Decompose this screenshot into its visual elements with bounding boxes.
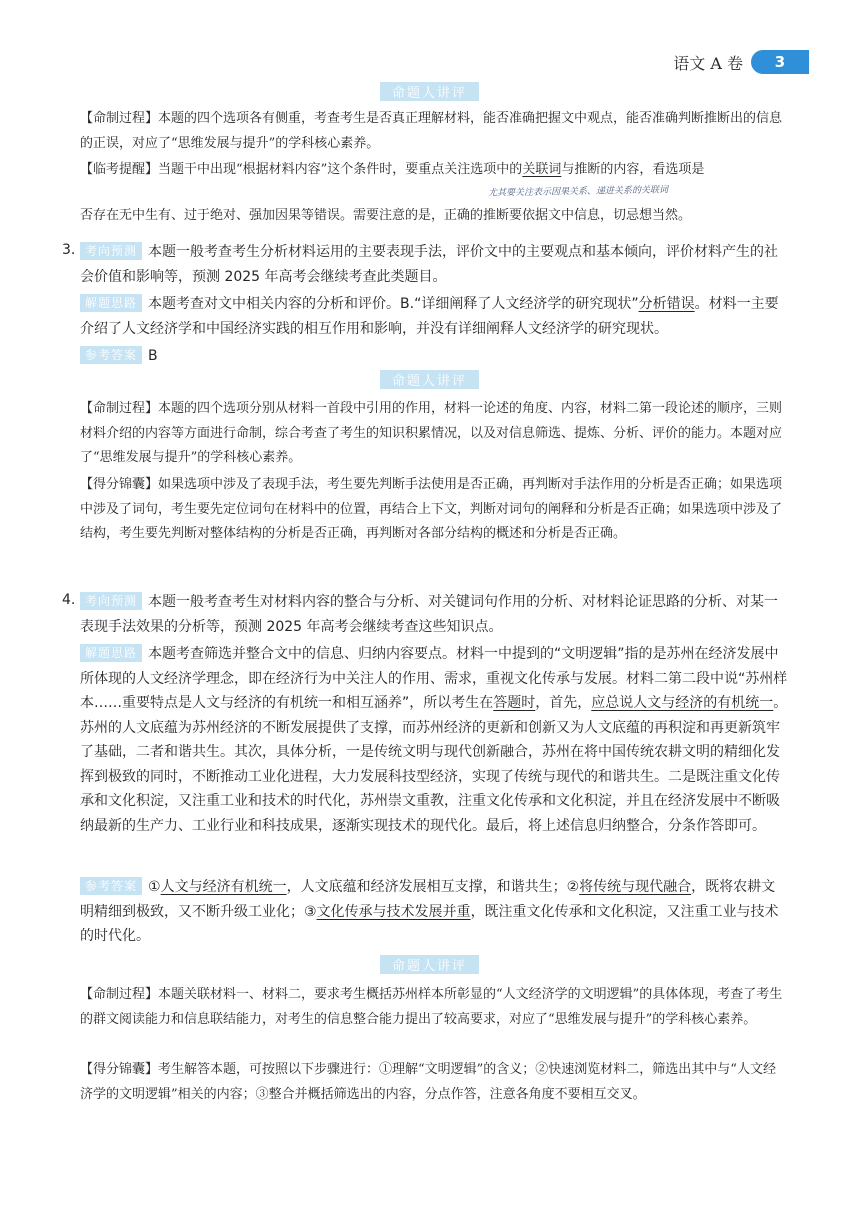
para-heading: 【命制过程】 — [80, 987, 159, 1002]
q3-solution-idea: 解题思路 本题考查对文中相关内容的分析和评价。B.“详细阐释了人文经济学的研究现状”分析错误。材料一主要介绍了人文经济学和中国经济实践的相互作用和影响，并没有详细阐释人文经济学的研究现状。 — [80, 296, 779, 337]
underlined-text: 答题时 — [493, 695, 536, 711]
question-number: 3. — [62, 242, 76, 258]
header-title: 语文 A 卷 — [673, 53, 743, 73]
para-heading: 【得分锦囊】 — [80, 1062, 159, 1077]
tag-label: 考向预测 — [80, 592, 142, 610]
underlined-text: 文化传承与技术发展并重 — [316, 903, 471, 920]
tag-label: 解题思路 — [80, 644, 142, 662]
paragraph-construction-process — [80, 983, 788, 1032]
paragraph-construction-process — [80, 397, 788, 471]
section-banner: 命题人讲评 — [380, 955, 479, 974]
underlined-text: 将传统与现代融合 — [579, 879, 692, 895]
para-heading: 【命制过程】 — [80, 111, 159, 126]
underlined-text: 关联词 — [522, 162, 562, 177]
tag-label: 解题思路 — [80, 294, 142, 312]
handwritten-note: 尤其要关注表示因果关系、递进关系的关联词 — [487, 185, 669, 199]
paragraph-exam-reminder: 【临考提醒】当题干中出现“根据材料内容”这个条件时，要重点关注选项中的关联词与推断的内容，看选项是 — [80, 162, 705, 177]
para-heading: 【命制过程】 — [80, 401, 159, 416]
page-header — [673, 50, 809, 74]
q4-solution-idea: 解题思路 本题考查筛选并整合文中的信息、归纳内容要点。材料一中提到的“文明逻辑”指的是苏州在经济发展中所体现的人文经济学理念，即在经济行为中关注人的作用、需求，重视文化传承与发展。材料二第二段中说“苏州样本……重要特点是人文与经济的有机统一和相互涵养”，所以考生在答题时，首先，应总说人文与经济的有机统一。苏州的人文底蕴为苏州经济的不断发展提供了支撑，而苏州经济的更新和创新又为人文底蕴的再积淀和再更新筑牢了基础，二者和谐共生。其次，具体分析，一是传统文明与现代创新融合，苏州在将中国传统农耕文明的精细化发挥到极致的同时，不断推动工业化进程，大力发展科技型经济，实现了传统与现代的和谐共生。二是既注重文化传承和文化积淀，又注重工业和技术的时代化，苏州崇文重教，注重文化传承和文化积淀，并且在经济发展中不断吸纳最新的生产力、工业行业和科技成果，逐渐实现技术的现代化。最后，将上述信息归纳整合，分条作答即可。 — [80, 646, 788, 834]
paragraph-scoring-tips — [80, 473, 788, 547]
tag-label: 参考答案 — [80, 346, 142, 364]
answer-value: B — [148, 348, 158, 364]
underlined-text: 分析错误 — [638, 296, 695, 312]
para-text: 本题的四个选项各有侧重，考查考生是否真正理解材料，能否准确把握文中观点，能否准确判断推断出的信息的正误，对应了“思维发展与提升”的学科核心素养。 — [80, 111, 783, 151]
paragraph-exam-reminder-line2: 否存在无中生有、过于绝对、强加因果等错误。需要注意的是，正确的推断要依据文中信息，切忌想当然。 — [80, 208, 692, 223]
page-number: 3 — [751, 50, 809, 74]
para-text: 考生解答本题，可按照以下步骤进行：①理解“文明逻辑”的含义；②快速浏览材料二，筛选出其中与“人文经济学的文明逻辑”相关的内容；③整合并概括筛选出的内容，分点作答，注意各角度不要相互交叉。 — [80, 1062, 776, 1102]
underlined-text: 人文与经济有机统一 — [160, 879, 287, 895]
para-text: 本题关联材料一、材料二，要求考生概括苏州样本所彰显的“人文经济学的文明逻辑”的具体体现，考查了考生的群文阅读能力和信息联结能力，对考生的信息整合能力提出了较高要求，对应了“思维发展与提升”的学科核心素养。 — [80, 987, 783, 1027]
q4-answer: 参考答案 ①人文与经济有机统一，人文底蕴和经济发展相互支撑，和谐共生；②将传统与现代融合，既将农耕文明精细到极致，又不断升级工业化；③文化传承与技术发展并重，既注重文化传承和文化积淀，又注重工业与技术的时代化。 — [80, 879, 779, 944]
question-number: 4. — [62, 592, 76, 608]
paragraph-construction-process — [80, 107, 788, 156]
tag-label: 参考答案 — [80, 877, 142, 895]
q3-answer — [80, 344, 788, 369]
q4-exam-direction: 考向预测 本题一般考查考生对材料内容的整合与分析、对关键词句作用的分析、对材料论证思路的分析、对某一表现手法效果的分析等，预测 2025 年高考会继续考查这些知识点。 — [80, 594, 779, 635]
para-text: 本题的四个选项分别从材料一首段中引用的作用，材料一论述的角度、内容，材料二第一段论述的顺序，三则材料介绍的内容等方面进行命制，综合考查了考生的知识积累情况，以及对信息筛选、提炼、分析、评价的能力。本题对应了“思维发展与提升”的学科核心素养。 — [80, 401, 783, 465]
section-banner: 命题人讲评 — [380, 370, 479, 389]
tag-label: 考向预测 — [80, 242, 142, 260]
underlined-text: 应总说人文与经济的有机统一 — [591, 695, 774, 711]
section-banner: 命题人讲评 — [380, 82, 479, 101]
para-heading: 【临考提醒】 — [80, 162, 159, 177]
paragraph-scoring-tips — [80, 1058, 788, 1107]
q3-exam-direction: 考向预测 本题一般考查考生分析材料运用的主要表现手法，评价文中的主要观点和基本倾向，评价材料产生的社会价值和影响等，预测 2025 年高考会继续考查此类题目。 — [80, 244, 779, 285]
para-text: 如果选项中涉及了表现手法，考生要先判断手法使用是否正确，再判断对手法作用的分析是否正确；如果选项中涉及了词句，考生要先定位词句在材料中的位置，再结合上下文，判断对词句的阐释和分析是否正确；如果选项中涉及了结构，考生要先判断对整体结构的分析是否正确，再判断对各部分结构的概述和分析是否正确。 — [80, 477, 783, 541]
para-heading: 【得分锦囊】 — [80, 477, 159, 492]
